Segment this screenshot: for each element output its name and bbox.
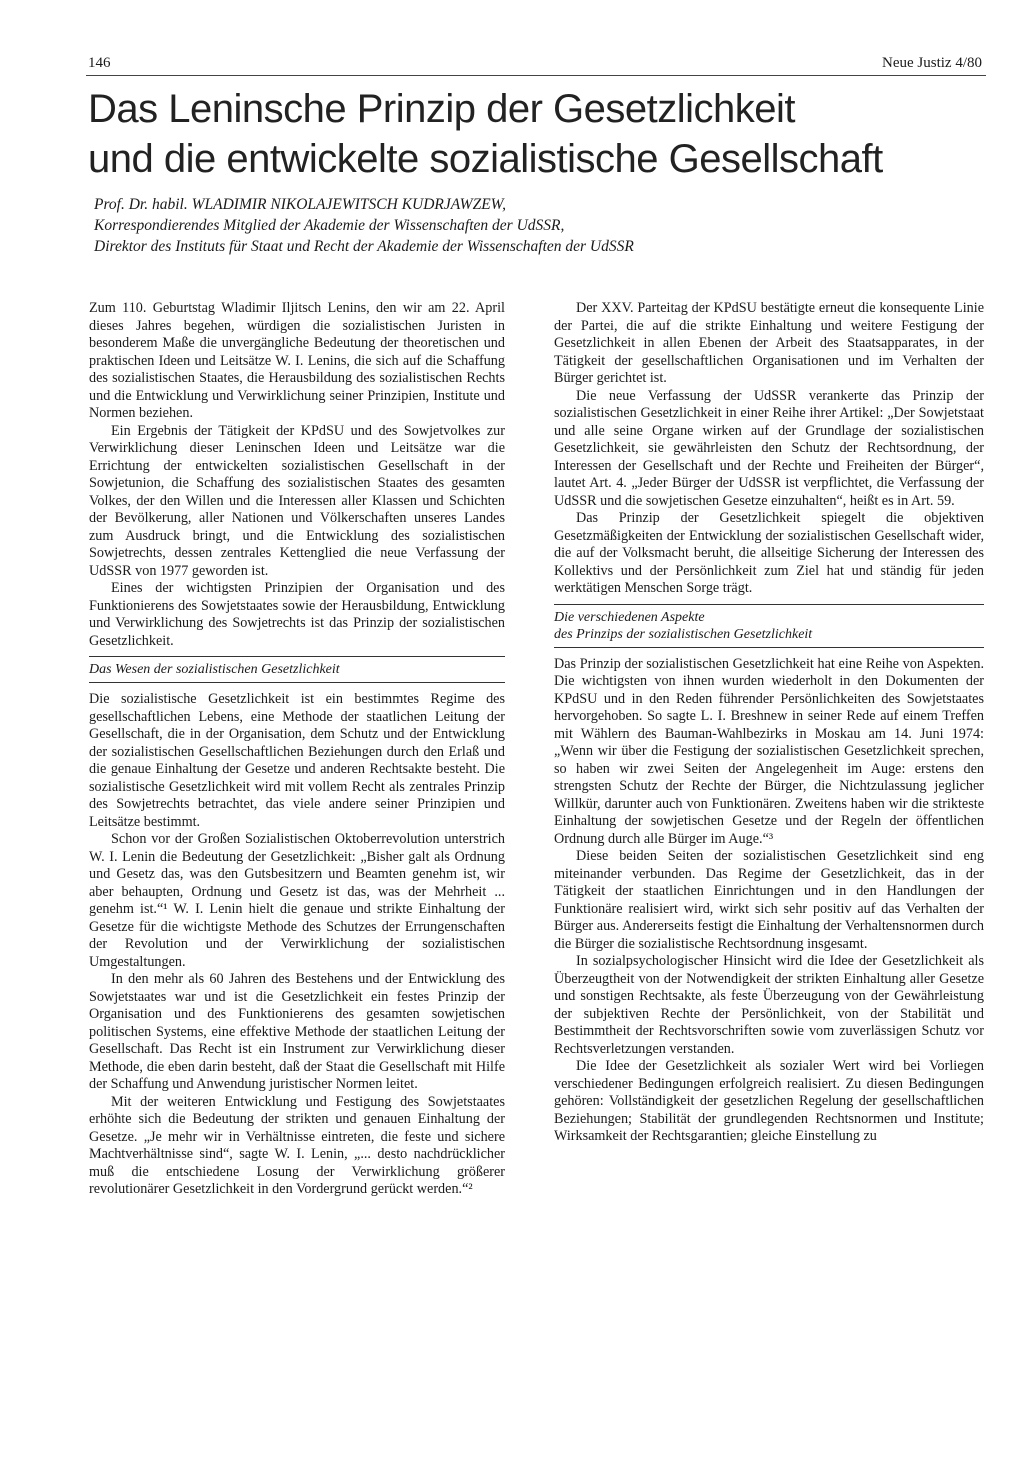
paragraph: In den mehr als 60 Jahren des Bestehens und der Entwicklung des Sowjetstaates war und ist die Gesetzlichkeit ein festes Prinzip der Organisation und des Funktionierens des gesamten sowjetischen politischen Systems, eine effektive Methode der staatlichen Leitung der Gesellschaft. Das Recht ist ein Instrument zur Verwirklichung dieser Methode, die eben darin besteht, daß der Staat die Gesellschaft mit Hilfe der Schaffung und Anwendung juristischer Normen leitet.	[89, 971, 505, 1092]
section-rule-top	[554, 604, 984, 605]
section-heading: Das Wesen der sozialistischen Gesetzlichkeit	[89, 662, 340, 677]
paragraph: Mit der weiteren Entwicklung und Festigung des Sowjetstaates erhöhte sich die Bedeutung der strikten und genauen Einhaltung der Gesetze. „Je mehr wir in Verhältnisse eintreten, die feste und sichere Machtverhältnisse sind“, sagte W. I. Lenin, „... desto nachdrücklicher muß die entschiedene Losung der Verwirklichung größerer revolutionärer Gesetzlichkeit in den Vordergrund gerückt werden.“²	[89, 1093, 505, 1197]
section-rule-bottom	[89, 682, 505, 683]
author-affiliation-2: Direktor des Instituts für Staat und Recht der Akademie der Wissenschaften der UdSSR	[94, 238, 634, 255]
author-name: Prof. Dr. habil. WLADIMIR NIKOLAJEWITSCH KUDRJAWZEW,	[94, 196, 507, 213]
paragraph: Die Idee der Gesetzlichkeit als sozialer Wert wird bei Vorliegen verschiedener Bedingungen erfolgreich realisiert. Zu diesen Bedingungen gehören: Vollständigkeit der gesetzlichen Regelung der gesellschaftlichen Beziehungen; Stabilität der grundlegenden Rechtsnormen und Institute; Wirksamkeit der Rechtsgarantien; gleiche Einstellung zu	[554, 1058, 984, 1144]
paragraph: Diese beiden Seiten der sozialistischen Gesetzlichkeit sind eng miteinander verbunden. Das Regime der Gesetzlichkeit, das in der Tätigkeit der staatlichen Einrichtungen und in den Handlungen der Funktionäre realisiert wird, wirkt sich sehr positiv auf das Verhalten der Bürger aus. Andererseits festigt die Einhaltung der Verhaltensnormen durch die Bürger die sozialistische Rechtsordnung insgesamt.	[554, 848, 984, 952]
paragraph: Die neue Verfassung der UdSSR verankerte das Prinzip der sozialistischen Gesetzlichkeit in einer Reihe ihrer Artikel: „Der Sowjetstaat und alle seine Organe wirken auf der Grundlage der sozialistischen Gesetzlichkeit, sie gewährleisten den Schutz der Rechtsordnung, der Interessen der Gesellschaft und der Rechte und Freiheiten der Bürger“, lautet Art. 4. „Jeder Bürger der UdSSR ist verpflichtet, die Verfassung der UdSSR und die sowjetischen Gesetze einzuhalten“, heißt es in Art. 59.	[554, 387, 984, 509]
paragraph: Ein Ergebnis der Tätigkeit der KPdSU und des Sowjetvolkes zur Verwirklichung dieser Leninschen Ideen und Leitsätze war die Errichtung der entwickelten sozialistischen Gesellschaft in der Sowjetunion, die Schaffung des sozialistischen Staates des gesamten Volkes, der den Willen und die Interessen aller Klassen und Schichten der Bevölkerung, aller Nationen und Völkerschaften unseres Landes zum Ausdruck bringt, und die Entwicklung des sozialistischen Sowjetrechts, dessen zentrales Kettenglied die neue Verfassung der UdSSR von 1977 geworden ist.	[89, 422, 505, 579]
article-title	[88, 84, 988, 184]
author-block	[94, 194, 974, 257]
page-number: 146	[88, 55, 111, 71]
paragraph: Die sozialistische Gesetzlichkeit ist ein bestimmtes Regime des gesellschaftlichen Lebens, eine Methode der staatlichen Leitung der Gesellschaft, die in der Organisation, dem Schutz und der Entwicklung der sozialistischen Gesellschaftlichen Beziehungen durch den Erlaß und die genaue Einhaltung der Gesetze und anderen Rechtsakte besteht. Die sozialistische Gesetzlichkeit wird mit vollem Recht als zentrales Prinzip des Sowjetrechts betrachtet, das viele andere seiner Prinzipien und Leitsätze bestimmt.	[89, 691, 505, 830]
section-rule-bottom	[554, 647, 984, 648]
paragraph: Das Prinzip der Gesetzlichkeit spiegelt die objektiven Gesetzmäßigkeiten der Entwicklung der sozialistischen Gesellschaft wider, die auf der Volksmacht beruht, die allseitige Sicherung der Interessen des Kollektivs und der Persönlichkeit zum Ziel hat und ständig für jeden werktätigen Menschen Sorge trägt.	[554, 510, 984, 596]
title-line-2: und die entwickelte sozialistische Gesellschaft	[88, 137, 883, 181]
section-rule-top	[89, 656, 505, 657]
right-column	[554, 300, 984, 1146]
section-heading-line-2: des Prinzips der sozialistischen Gesetzlichkeit	[554, 626, 813, 642]
section-heading-line-1: Die verschiedenen Aspekte	[554, 609, 705, 625]
paragraph: In sozialpsychologischer Hinsicht wird die Idee der Gesetzlichkeit als Überzeugtheit von der Notwendigkeit der strikten Einhaltung aller Gesetze und sonstigen Rechtsakte, als feste Überzeugung von der Gewährleistung der subjektiven Rechte der Persönlichkeit, von der Stabilität und Bestimmtheit der Rechtsvorschriften sowie vom zuverlässigen Schutz vor Rechtsverletzungen verstanden.	[554, 953, 984, 1057]
paragraph: Schon vor der Großen Sozialistischen Oktoberrevolution unterstrich W. I. Lenin die Bedeutung der Gesetzlichkeit: „Bisher galt als Ordnung und Gesetz das, was den Gutsbesitzern und Beamten genehm ist, wir aber behaupten, Ordnung und Gesetz ist das, was der Mehrheit ... genehm ist.“¹ W. I. Lenin hielt die genaue und strikte Einhaltung der Gesetze für die wichtigste Methode des Schutzes der Errungenschaften der Revolution und der Verwirklichung der sozialistischen Umgestaltungen.	[89, 831, 505, 970]
paragraph: Das Prinzip der sozialistischen Gesetzlichkeit hat eine Reihe von Aspekten. Die wichtigsten von ihnen wurden wiederholt in den Dokumenten der KPdSU und in den Reden führender Persönlichkeiten des Sowjetstaates hervorgehoben. So sagte L. I. Breshnew in seiner Rede auf einem Treffen mit Wählern des Bauman-Wahlbezirks in Moskau am 14. Juni 1974: „Wenn wir über die Festigung der sozialistischen Gesetzlichkeit sprechen, so haben wir zwei Seiten der Angelegenheit im Auge: erstens den strengsten Schutz der Rechte der Bürger, die Nichtzulassung jeglicher Willkür, darunter auch von Funktionären. Zweitens haben wir die strikteste Einhaltung der sowjetischen Gesetze und der Regeln der öffentlichen Ordnung durch alle Bürger im Auge.“³	[554, 655, 984, 847]
author-affiliation-1: Korrespondierendes Mitglied der Akademie der Wissenschaften der UdSSR,	[94, 217, 565, 234]
paragraph: Der XXV. Parteitag der KPdSU bestätigte erneut die konsequente Linie der Partei, die auf die strikte Einhaltung und weitere Festigung der Gesetzlichkeit in allen Ebenen der Arbeit des Staatsapparates, in der Tätigkeit der gesellschaftlichen Organisationen und im Verhalten der Bürger gerichtet ist.	[554, 300, 984, 386]
left-column	[89, 300, 505, 1199]
paragraph: Zum 110. Geburtstag Wladimir Iljitsch Lenins, den wir am 22. April dieses Jahres begehen, würdigen die sozialistischen Juristen in besonderem Maße die unvergängliche Bedeutung der theoretischen und praktischen Ideen und Leitsätze W. I. Lenins, die sich auf die Schaffung des sozialistischen Staates, die Herausbildung des sozialistischen Rechts und die Entwicklung und Verwirklichung seiner Prinzipien, Institute und Normen beziehen.	[89, 300, 505, 421]
paragraph: Eines der wichtigsten Prinzipien der Organisation und des Funktionierens des Sowjetstaates sowie der Herausbildung, Entwicklung und Verwirklichung des Sowjetrechts ist das Prinzip der sozialistischen Gesetzlichkeit.	[89, 580, 505, 649]
title-line-1: Das Leninsche Prinzip der Gesetzlichkeit	[88, 87, 796, 131]
header-rule	[86, 75, 986, 76]
journal-issue: Neue Justiz 4/80	[882, 55, 982, 71]
